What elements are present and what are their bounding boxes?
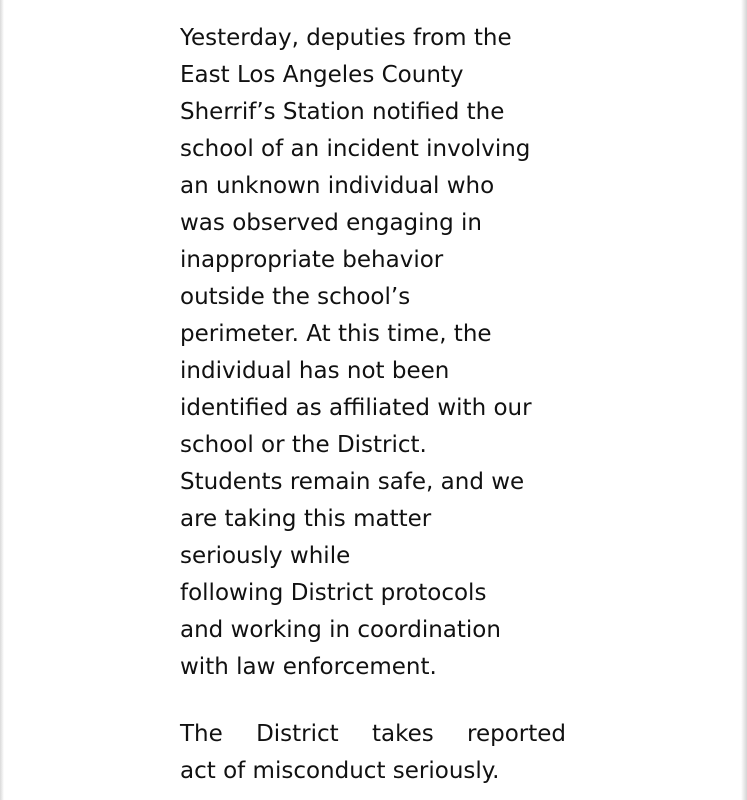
text-line: school or the District.	[180, 432, 427, 458]
text-line: individual has not been	[180, 358, 450, 384]
text-line: identified as affiliated with our	[180, 395, 532, 421]
text-line: perimeter. At this time, the	[180, 321, 492, 347]
page-left-edge	[0, 0, 4, 800]
text-line: with law enforcement.	[180, 654, 437, 680]
text-line: Yesterday, deputies from the	[180, 25, 512, 51]
word: The	[180, 721, 223, 747]
text-line: are taking this matter	[180, 506, 432, 532]
word: takes	[371, 721, 434, 747]
text-line: was observed engaging in	[180, 210, 482, 236]
text-line: school of an incident involving	[180, 136, 531, 162]
text-line: inappropriate behavior	[180, 247, 444, 273]
statement-text	[180, 20, 580, 790]
text-line-justified	[180, 716, 566, 753]
text-line: and working in coordination	[180, 617, 501, 643]
text-line: seriously while	[180, 543, 351, 569]
text-line: following District protocols	[180, 580, 487, 606]
text-line: Students remain safe, and we	[180, 469, 525, 495]
paragraph-2	[180, 716, 580, 790]
text-line: an unknown individual who	[180, 173, 495, 199]
page-right-edge	[741, 0, 747, 800]
text-line: East Los Angeles County	[180, 62, 464, 88]
word: reported	[467, 721, 566, 747]
text-line: outside the school’s	[180, 284, 411, 310]
paragraph-1	[180, 20, 580, 686]
text-line: Sherrif’s Station notified the	[180, 99, 505, 125]
word: District	[256, 721, 339, 747]
text-line: act of misconduct seriously.	[180, 758, 500, 784]
